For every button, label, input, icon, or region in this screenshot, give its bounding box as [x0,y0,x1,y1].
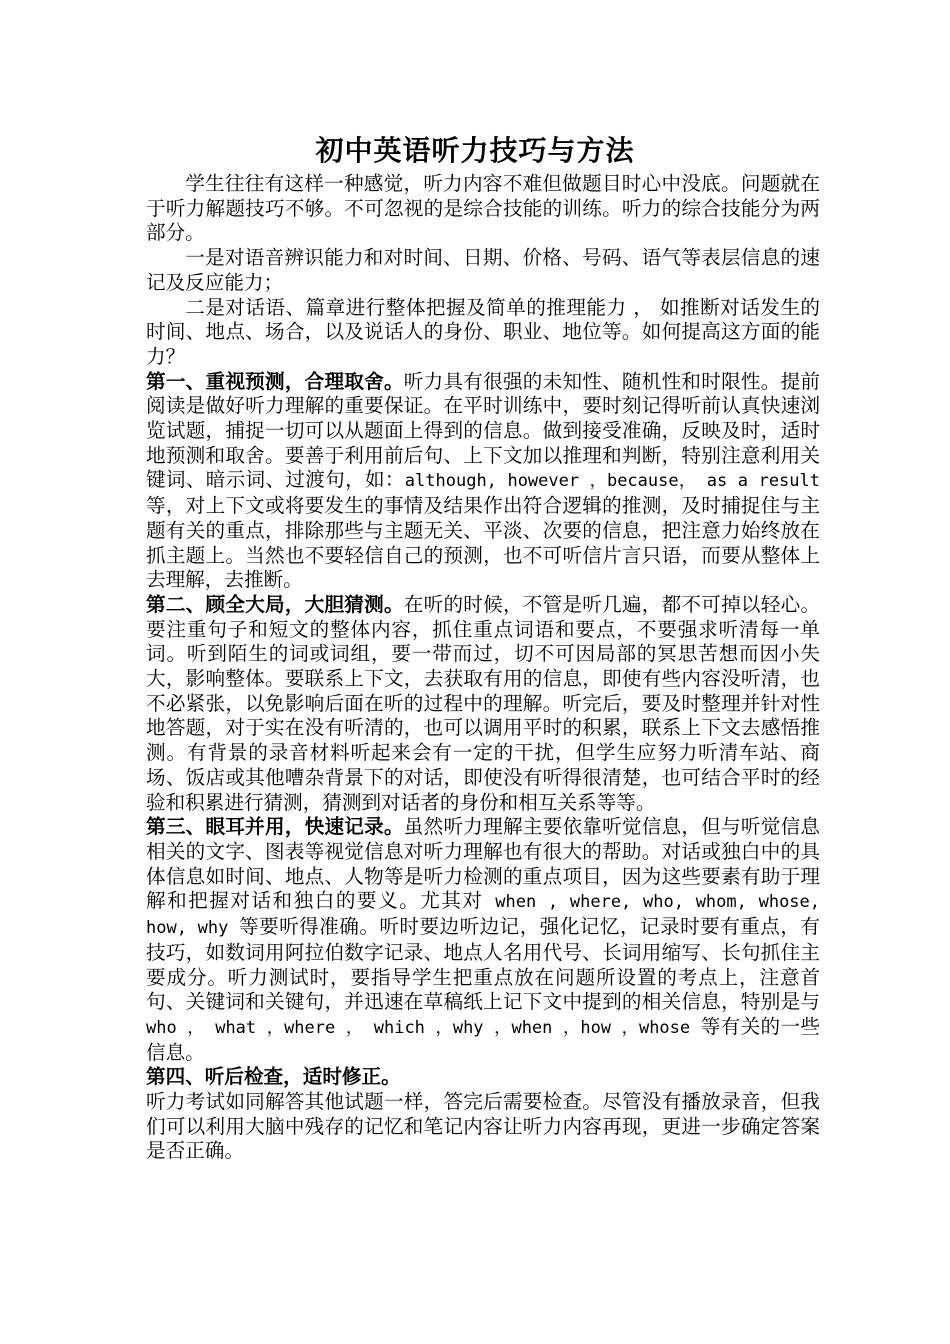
section-1-heading: 第一、重视预测，合理取舍。 [146,369,404,393]
section-1-text-a: 听力具有很强的未知性、随机性和时限性。提前阅读是做好听力理解的重要保证。在平时训练中，要时刻记得听前认真快速浏览试题，捕捉一切可以从题面上得到的信息。做到接受准确，反映及时，适时地预测和取舍。要善于利用前后句、上下文加以推理和判断，特别注意利用关键词、暗示词、过渡句，如： [146,369,820,492]
intro-paragraph-2: 一是对语音辨识能力和对时间、日期、价格、号码、语气等表层信息的速记及反应能力； [146,246,820,294]
intro-paragraph-3: 二是对话语、篇章进行整体把握及简单的推理能力 ， 如推断对话发生的时间、地点、场合，以及说话人的身份、职业、地位等。如何提高这方面的能力？ [146,295,820,368]
intro-paragraph-1: 学生往往有这样一种感觉，听力内容不难但做题目时心中没底。问题就在于听力解题技巧不够。不可忽视的是综合技能的训练。听力的综合技能分为两部分。 [146,172,820,245]
section-1-keywords: although, however ，because， as a result [404,471,820,492]
document-body [146,172,820,1164]
section-3-text-c: 等有关的一些信息。 [146,1014,820,1064]
section-3-heading: 第三、眼耳并用，快速记录。 [146,815,404,839]
section-2-text-a: 在听的时候，不管是听几遍，都不可掉以轻心。要注重句子和短文的整体内容，抓住重点词语和要点，不要强求听清每一单词。听到陌生的词或词组，要一带而过，切不可因局部的冥思苦想而因小失大，影响整体。要联系上下文，去获取有用的信息，即使有些内容没听清，也不必紧张，以免影响后面在听的过程中的理解。听完后，要及时整理并针对性地答题，对于实在没有听清的，也可以调用平时的积累，联系上下文去感悟推测。有背景的录音材料听起来会有一定的干扰，但学生应努力听清车站、商场、饭店或其他嘈杂背景下的对话，即使没有听得很清楚，也可结合平时的经验和积累进行猜测，猜测到对话者的身份和相互关系等等。 [146,592,820,814]
section-2-heading: 第二、顾全大局，大胆猜测。 [146,592,404,616]
section-3-text-a: 虽然听力理解主要依靠听觉信息，但与听觉信息相关的文字、图表等视觉信息对听力理解也有很大的帮助。对话或独白中的具体信息如时间、地点、人物等是听力检测的重点项目，因为这些要素有助于理解和把握对话和独白的要义。尤其对 [146,815,820,913]
section-3 [146,815,820,1065]
section-3-text-b: 等要听得准确。听时要边听边记，强化记忆，记录时要有重点，有技巧，如数词用阿拉伯数字记录、地点人名用代号、长词用缩写、长句抓住主要成分。听力测试时，要指导学生把重点放在问题所设置的考点上，注意首句、关键词和关键句，并迅速在草稿纸上记下文中提到的相关信息，特别是与 [146,915,820,1014]
section-1-text-b: 等，对上下文或将要发生的事情及结果作出符合逻辑的推测，及时捕捉住与主题有关的重点，排除那些与主题无关、平淡、次要的信息，把注意力始终放在抓主题上。当然也不要轻信自己的预测，也不可听信片言只语，而要从整体上去理解，去推断。 [146,494,820,592]
section-4-heading: 第四、听后检查，适时修正。 [146,1065,401,1089]
section-4-text: 听力考试如同解答其他试题一样，答完后需要检查。尽管没有播放录音，但我们可以利用大脑中残存的记忆和笔记内容让听力内容再现，更进一步确定答案是否正确。 [146,1090,820,1163]
section-3-keywords-2: who ， what ，where ， which ，why ，when ，how ，whose [146,1017,701,1038]
section-4-heading-line [146,1065,820,1090]
document-title: 初中英语听力技巧与方法 [315,134,635,167]
section-1 [146,370,820,593]
section-2 [146,593,820,815]
section-3-keywords-1: when , where, who, whom, whose, how, why [146,892,821,939]
